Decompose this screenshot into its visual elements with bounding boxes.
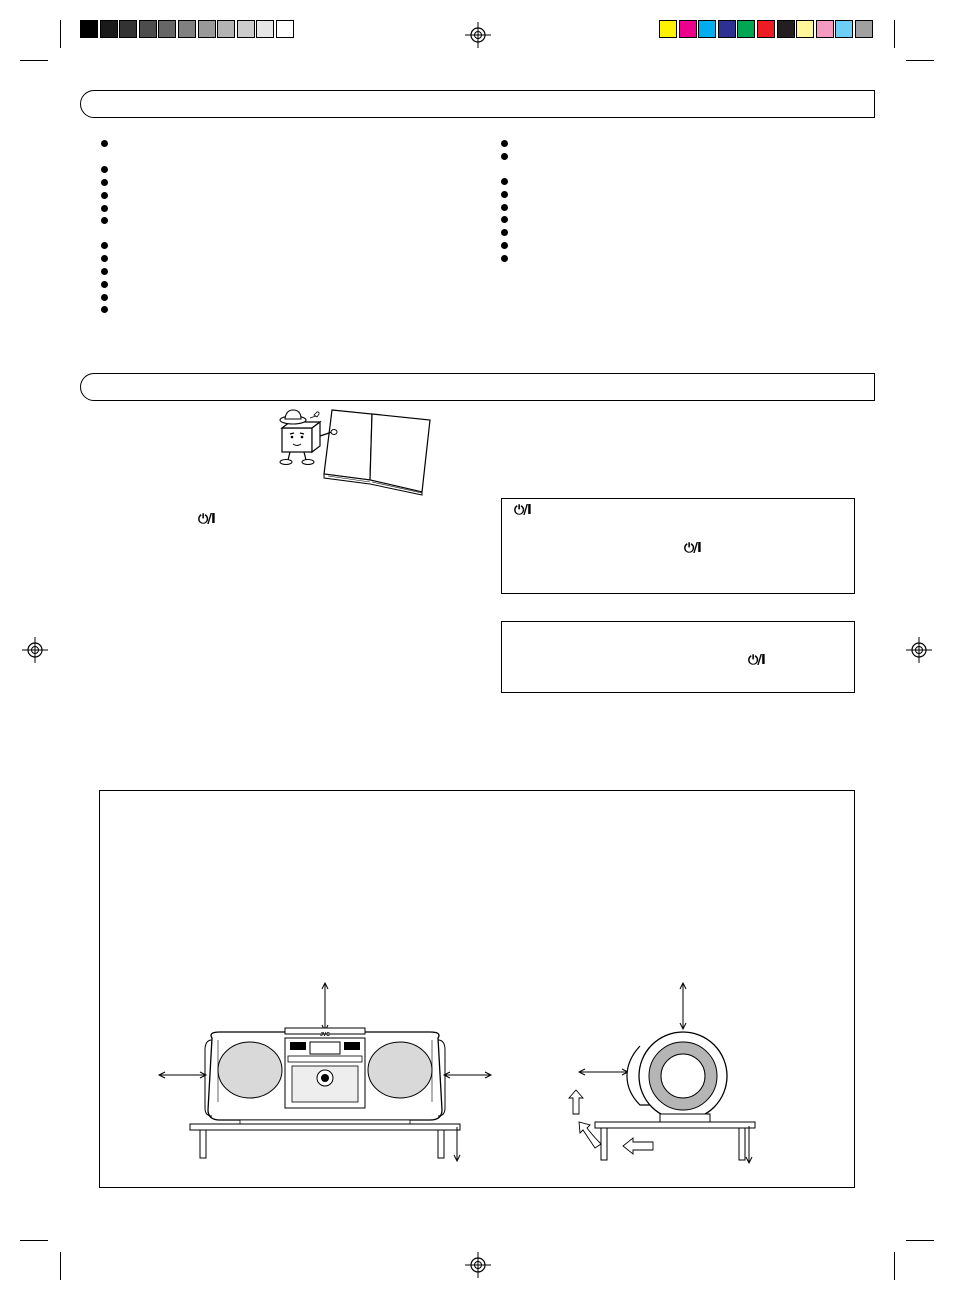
standby-symbol: ⏻/I [684, 541, 701, 556]
crop-mark [60, 20, 61, 48]
list-bullet [501, 191, 508, 198]
mascot-with-book-icon [272, 402, 434, 500]
standby-symbol: ⏻/I [514, 503, 531, 518]
list-bullet [101, 306, 108, 313]
info-box-standby [501, 498, 855, 594]
list-bullet [101, 205, 108, 212]
list-bullet [101, 255, 108, 262]
list-bullet [101, 294, 108, 301]
color-swatch [158, 20, 176, 38]
list-bullet [101, 166, 108, 173]
list-bullet [501, 178, 508, 185]
list-bullet [101, 179, 108, 186]
crop-mark [20, 1240, 48, 1241]
section-header-bar [80, 90, 875, 118]
color-swatch [855, 20, 873, 38]
color-swatch [835, 20, 853, 38]
standby-symbol: ⏻/I [198, 512, 215, 527]
crop-mark [60, 1252, 61, 1280]
list-bullet [501, 229, 508, 236]
boombox-front-illustration [150, 980, 500, 1165]
color-swatch [198, 20, 216, 38]
color-swatch [276, 20, 294, 38]
color-swatch [237, 20, 255, 38]
list-bullet [501, 255, 508, 262]
crop-mark [894, 20, 895, 48]
color-swatch [659, 20, 677, 38]
crop-mark [894, 1252, 895, 1280]
color-swatch [178, 20, 196, 38]
color-swatch [679, 20, 697, 38]
color-swatch [816, 20, 834, 38]
color-swatch [217, 20, 235, 38]
color-swatch [119, 20, 137, 38]
info-box-power [501, 621, 855, 693]
color-swatch [100, 20, 118, 38]
boombox-side-illustration [565, 980, 765, 1165]
list-bullet [501, 242, 508, 249]
crop-mark [20, 60, 48, 61]
registration-mark-icon [465, 22, 491, 48]
color-swatch [777, 20, 795, 38]
color-swatch [139, 20, 157, 38]
list-bullet [101, 268, 108, 275]
color-swatch [757, 20, 775, 38]
registration-mark-icon [22, 637, 48, 663]
list-bullet [501, 153, 508, 160]
color-swatch [80, 20, 98, 38]
brand-logo: JVC [320, 1032, 330, 1038]
list-bullet [501, 216, 508, 223]
list-bullet [101, 217, 108, 224]
list-bullet [101, 140, 108, 147]
registration-mark-icon [906, 637, 932, 663]
color-swatch [698, 20, 716, 38]
registration-mark-icon [465, 1252, 491, 1278]
crop-mark [906, 60, 934, 61]
color-swatch [256, 20, 274, 38]
list-bullet [101, 281, 108, 288]
list-bullet [101, 242, 108, 249]
color-swatch [737, 20, 755, 38]
color-swatch [718, 20, 736, 38]
color-swatch [796, 20, 814, 38]
list-bullet [501, 204, 508, 211]
section-header-bar [80, 373, 875, 401]
standby-symbol: ⏻/I [748, 653, 765, 668]
crop-mark [906, 1240, 934, 1241]
list-bullet [501, 140, 508, 147]
list-bullet [101, 192, 108, 199]
